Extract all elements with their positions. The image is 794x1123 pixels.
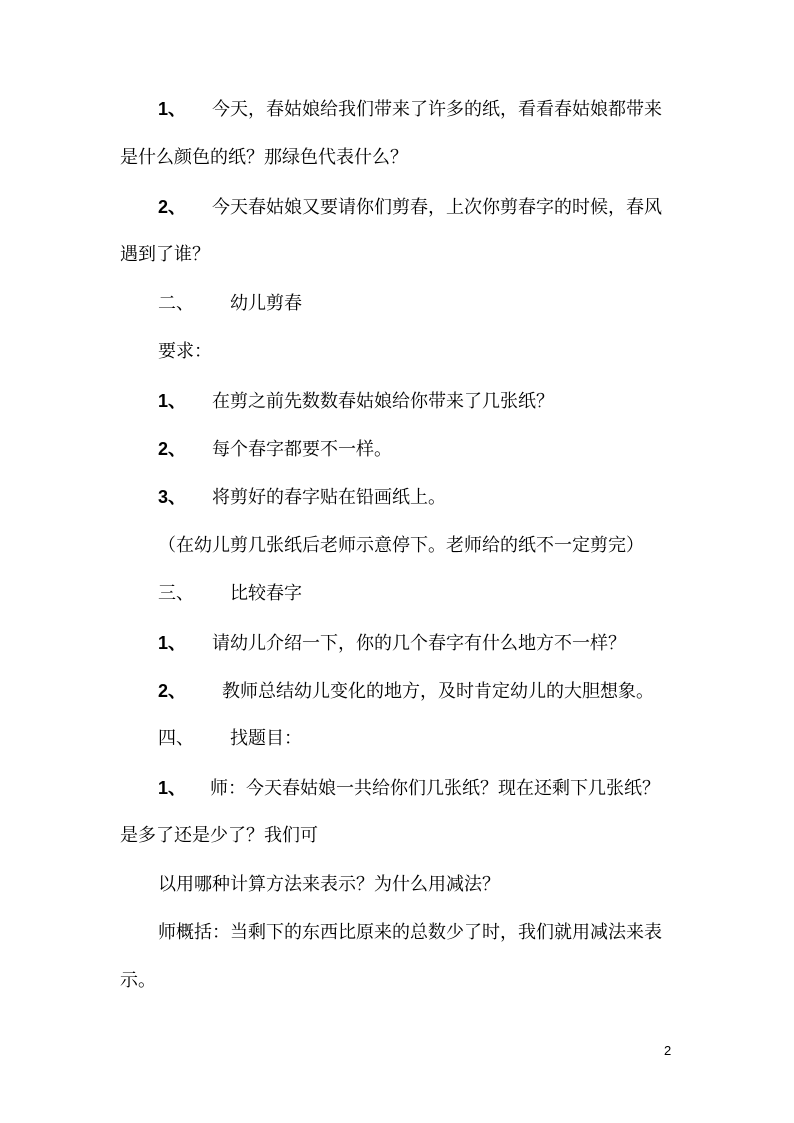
paragraph-text: 师概括：当剩下的东西比原来的总数少了时，我们就用减法来表 [158, 922, 662, 943]
paragraph-text: 要求： [158, 341, 212, 362]
list-item [158, 776, 660, 801]
paragraph-line [120, 146, 408, 170]
list-number: 2、 [158, 439, 187, 459]
section-number: 四、 [158, 728, 194, 749]
list-item [158, 97, 662, 122]
section-heading [158, 727, 302, 751]
paragraph-text: 以用哪种计算方法来表示？为什么用减法？ [158, 874, 500, 895]
list-item [158, 679, 654, 704]
paragraph-line [120, 243, 210, 267]
section-title: 幼儿剪春 [230, 293, 302, 314]
section-heading [158, 582, 302, 606]
paragraph-text: 今天春姑娘又要请你们剪春，上次你剪春字的时候，春风 [212, 197, 663, 218]
list-item [158, 195, 662, 220]
paragraph-text: 师：今天春姑娘一共给你们几张纸？现在还剩下几张纸？ [210, 778, 661, 799]
paragraph-line [120, 824, 318, 848]
paragraph-line [120, 969, 156, 993]
paragraph-text: 示。 [120, 970, 156, 991]
paragraph-line [158, 340, 212, 364]
list-item [158, 485, 446, 510]
list-number: 1、 [158, 633, 187, 653]
paragraph-text: （在幼儿剪几张纸后老师示意停下。老师给的纸不一定剪完） [158, 535, 644, 556]
list-item [158, 631, 626, 656]
paragraph-text: 每个春字都要不一样。 [212, 439, 393, 460]
page-number: 2 [664, 1043, 672, 1058]
paragraph-text: 将剪好的春字贴在铅画纸上。 [212, 487, 447, 508]
section-heading [158, 292, 302, 316]
list-number: 1、 [158, 778, 187, 798]
section-title: 比较春字 [230, 583, 302, 604]
paragraph-line [158, 873, 500, 897]
list-number: 1、 [158, 391, 187, 411]
paragraph-text: 是什么颜色的纸？那绿色代表什么？ [120, 147, 408, 168]
paragraph-text: 是多了还是少了？我们可 [120, 825, 318, 846]
section-number: 二、 [158, 293, 194, 314]
list-item [158, 389, 554, 414]
paragraph-text: 教师总结幼儿变化的地方，及时肯定幼儿的大胆想象。 [222, 681, 655, 702]
paragraph-line [158, 921, 662, 945]
paragraph-line [158, 534, 644, 558]
paragraph-text: 今天，春姑娘给我们带来了许多的纸，看看春姑娘都带来 [212, 99, 663, 120]
paragraph-text: 请幼儿介绍一下，你的几个春字有什么地方不一样？ [212, 633, 627, 654]
section-number: 三、 [158, 583, 194, 604]
list-number: 3、 [158, 487, 187, 507]
paragraph-text: 遇到了谁？ [120, 244, 210, 265]
list-number: 1、 [158, 99, 187, 119]
section-title: 找题目： [230, 728, 302, 749]
paragraph-text: 在剪之前先数数春姑娘给你带来了几张纸？ [212, 391, 555, 412]
list-item [158, 437, 392, 462]
list-number: 2、 [158, 681, 187, 701]
list-number: 2、 [158, 197, 187, 217]
